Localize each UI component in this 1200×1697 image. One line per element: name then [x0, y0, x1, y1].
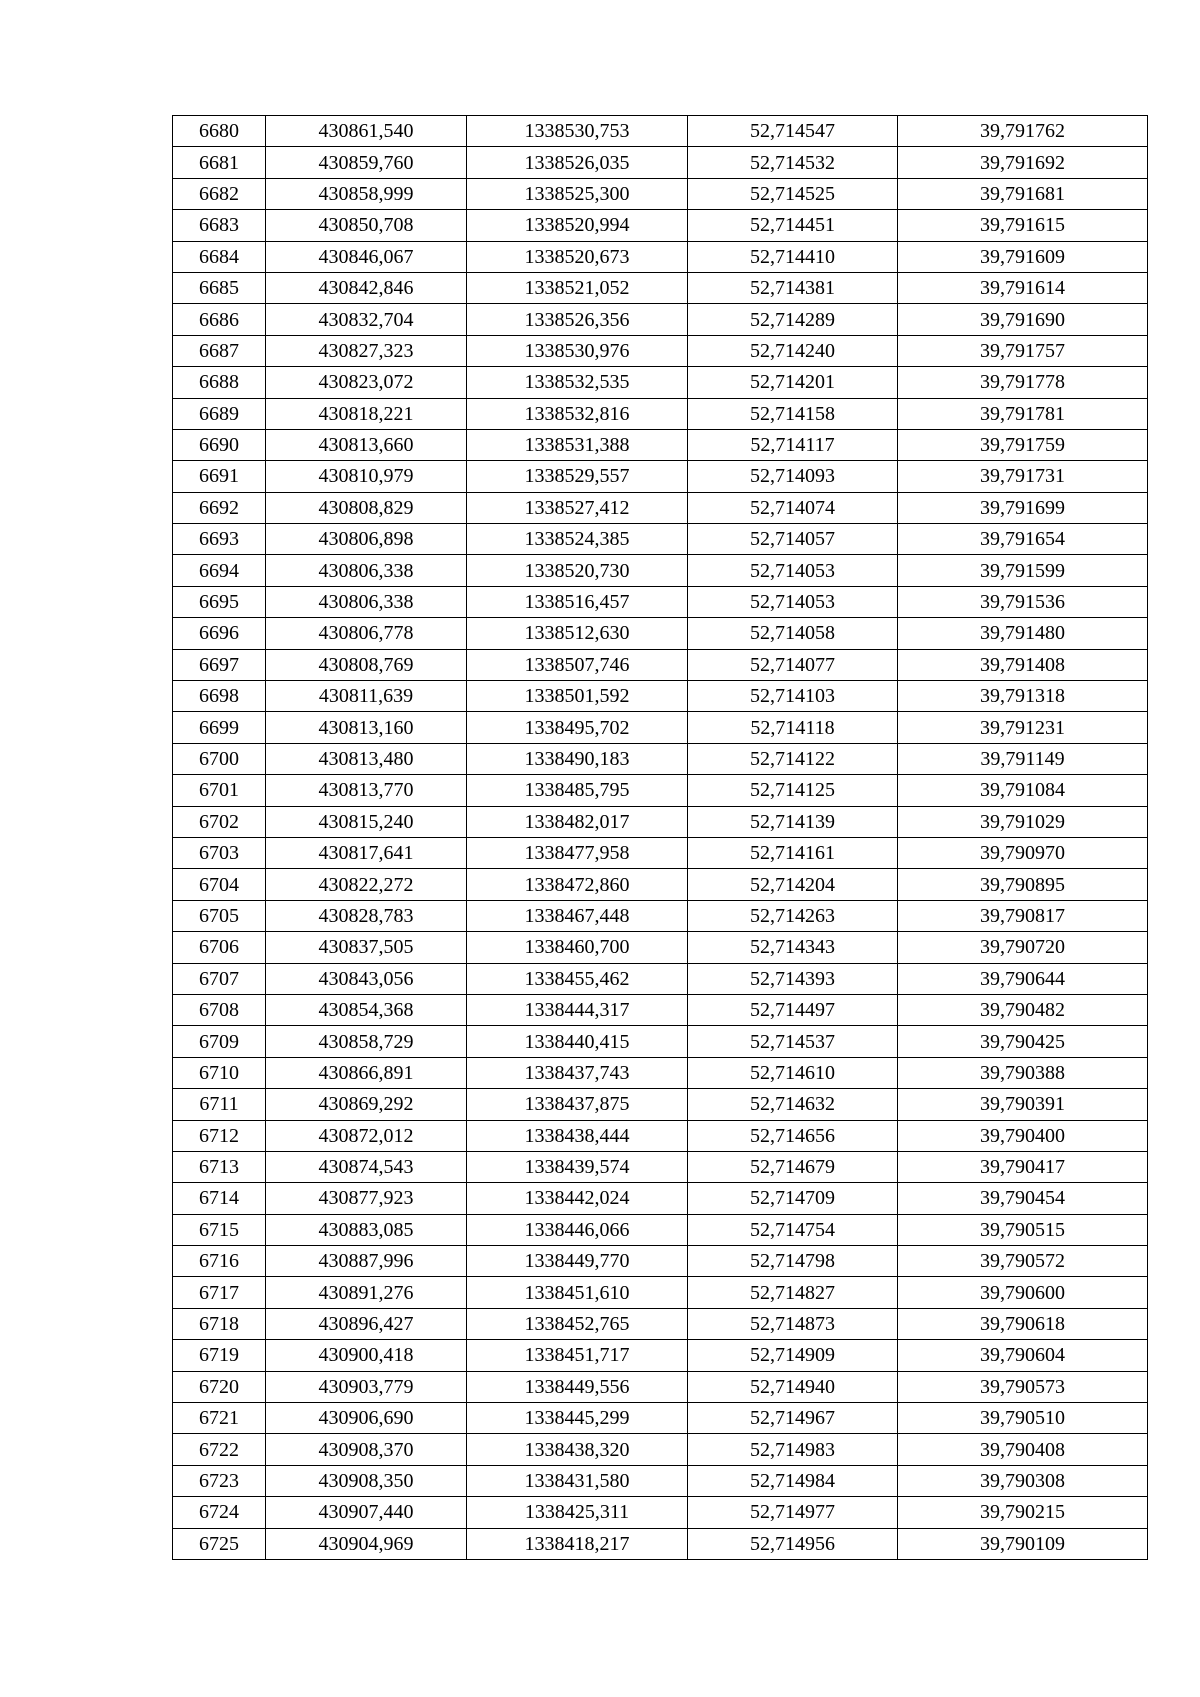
- point-number-cell: 6695: [173, 586, 266, 617]
- point-number-cell: 6685: [173, 272, 266, 303]
- y-coordinate-cell: 1338418,217: [467, 1528, 688, 1559]
- latitude-cell: 52,714122: [688, 743, 898, 774]
- latitude-cell: 52,714798: [688, 1246, 898, 1277]
- y-coordinate-cell: 1338526,035: [467, 147, 688, 178]
- latitude-cell: 52,714873: [688, 1308, 898, 1339]
- table-row: [173, 1403, 1148, 1434]
- y-coordinate-cell: 1338520,730: [467, 555, 688, 586]
- table-row: [173, 900, 1148, 931]
- longitude-cell: 39,791318: [898, 681, 1148, 712]
- x-coordinate-cell: 430874,543: [266, 1151, 467, 1182]
- table-row: [173, 147, 1148, 178]
- latitude-cell: 52,714537: [688, 1026, 898, 1057]
- table-row: [173, 429, 1148, 460]
- x-coordinate-cell: 430846,067: [266, 241, 467, 272]
- x-coordinate-cell: 430850,708: [266, 210, 467, 241]
- point-number-cell: 6681: [173, 147, 266, 178]
- longitude-cell: 39,790572: [898, 1246, 1148, 1277]
- longitude-cell: 39,790400: [898, 1120, 1148, 1151]
- longitude-cell: 39,791757: [898, 335, 1148, 366]
- latitude-cell: 52,714074: [688, 492, 898, 523]
- longitude-cell: 39,790970: [898, 837, 1148, 868]
- point-number-cell: 6724: [173, 1497, 266, 1528]
- x-coordinate-cell: 430810,979: [266, 461, 467, 492]
- table-row: [173, 994, 1148, 1025]
- y-coordinate-cell: 1338525,300: [467, 178, 688, 209]
- point-number-cell: 6706: [173, 932, 266, 963]
- x-coordinate-cell: 430806,898: [266, 524, 467, 555]
- y-coordinate-cell: 1338449,770: [467, 1246, 688, 1277]
- longitude-cell: 39,791029: [898, 806, 1148, 837]
- longitude-cell: 39,791536: [898, 586, 1148, 617]
- y-coordinate-cell: 1338477,958: [467, 837, 688, 868]
- y-coordinate-cell: 1338439,574: [467, 1151, 688, 1182]
- table-row: [173, 1371, 1148, 1402]
- latitude-cell: 52,714956: [688, 1528, 898, 1559]
- y-coordinate-cell: 1338520,994: [467, 210, 688, 241]
- latitude-cell: 52,714343: [688, 932, 898, 963]
- latitude-cell: 52,714158: [688, 398, 898, 429]
- longitude-cell: 39,791408: [898, 649, 1148, 680]
- longitude-cell: 39,791759: [898, 429, 1148, 460]
- x-coordinate-cell: 430823,072: [266, 367, 467, 398]
- x-coordinate-cell: 430815,240: [266, 806, 467, 837]
- y-coordinate-cell: 1338452,765: [467, 1308, 688, 1339]
- y-coordinate-cell: 1338425,311: [467, 1497, 688, 1528]
- table-row: [173, 1089, 1148, 1120]
- table-row: [173, 335, 1148, 366]
- table-row: [173, 869, 1148, 900]
- table-row: [173, 367, 1148, 398]
- y-coordinate-cell: 1338444,317: [467, 994, 688, 1025]
- x-coordinate-cell: 430828,783: [266, 900, 467, 931]
- table-row: [173, 743, 1148, 774]
- latitude-cell: 52,714967: [688, 1403, 898, 1434]
- point-number-cell: 6713: [173, 1151, 266, 1182]
- longitude-cell: 39,790109: [898, 1528, 1148, 1559]
- longitude-cell: 39,790895: [898, 869, 1148, 900]
- longitude-cell: 39,791231: [898, 712, 1148, 743]
- y-coordinate-cell: 1338485,795: [467, 775, 688, 806]
- x-coordinate-cell: 430806,338: [266, 586, 467, 617]
- y-coordinate-cell: 1338455,462: [467, 963, 688, 994]
- table-row: [173, 116, 1148, 147]
- y-coordinate-cell: 1338520,673: [467, 241, 688, 272]
- point-number-cell: 6718: [173, 1308, 266, 1339]
- x-coordinate-cell: 430866,891: [266, 1057, 467, 1088]
- longitude-cell: 39,791654: [898, 524, 1148, 555]
- latitude-cell: 52,714240: [688, 335, 898, 366]
- x-coordinate-cell: 430900,418: [266, 1340, 467, 1371]
- point-number-cell: 6704: [173, 869, 266, 900]
- table-row: [173, 775, 1148, 806]
- table-row: [173, 1497, 1148, 1528]
- latitude-cell: 52,714204: [688, 869, 898, 900]
- point-number-cell: 6705: [173, 900, 266, 931]
- point-number-cell: 6697: [173, 649, 266, 680]
- point-number-cell: 6703: [173, 837, 266, 868]
- table-row: [173, 555, 1148, 586]
- y-coordinate-cell: 1338451,717: [467, 1340, 688, 1371]
- point-number-cell: 6711: [173, 1089, 266, 1120]
- point-number-cell: 6720: [173, 1371, 266, 1402]
- longitude-cell: 39,790391: [898, 1089, 1148, 1120]
- latitude-cell: 52,714984: [688, 1465, 898, 1496]
- y-coordinate-cell: 1338532,816: [467, 398, 688, 429]
- table-row: [173, 1246, 1148, 1277]
- latitude-cell: 52,714754: [688, 1214, 898, 1245]
- point-number-cell: 6716: [173, 1246, 266, 1277]
- table-row: [173, 492, 1148, 523]
- x-coordinate-cell: 430806,338: [266, 555, 467, 586]
- table-row: [173, 1214, 1148, 1245]
- table-row: [173, 649, 1148, 680]
- point-number-cell: 6696: [173, 618, 266, 649]
- point-number-cell: 6691: [173, 461, 266, 492]
- latitude-cell: 52,714381: [688, 272, 898, 303]
- table-row: [173, 963, 1148, 994]
- longitude-cell: 39,790510: [898, 1403, 1148, 1434]
- x-coordinate-cell: 430887,996: [266, 1246, 467, 1277]
- x-coordinate-cell: 430903,779: [266, 1371, 467, 1402]
- longitude-cell: 39,790482: [898, 994, 1148, 1025]
- table-row: [173, 241, 1148, 272]
- point-number-cell: 6688: [173, 367, 266, 398]
- x-coordinate-cell: 430891,276: [266, 1277, 467, 1308]
- x-coordinate-cell: 430827,323: [266, 335, 467, 366]
- latitude-cell: 52,714117: [688, 429, 898, 460]
- x-coordinate-cell: 430842,846: [266, 272, 467, 303]
- latitude-cell: 52,714057: [688, 524, 898, 555]
- x-coordinate-cell: 430832,704: [266, 304, 467, 335]
- table-row: [173, 1340, 1148, 1371]
- y-coordinate-cell: 1338531,388: [467, 429, 688, 460]
- x-coordinate-cell: 430813,480: [266, 743, 467, 774]
- point-number-cell: 6719: [173, 1340, 266, 1371]
- longitude-cell: 39,790573: [898, 1371, 1148, 1402]
- latitude-cell: 52,714053: [688, 586, 898, 617]
- longitude-cell: 39,791599: [898, 555, 1148, 586]
- point-number-cell: 6686: [173, 304, 266, 335]
- point-number-cell: 6725: [173, 1528, 266, 1559]
- table-row: [173, 524, 1148, 555]
- y-coordinate-cell: 1338530,976: [467, 335, 688, 366]
- longitude-cell: 39,790408: [898, 1434, 1148, 1465]
- latitude-cell: 52,714497: [688, 994, 898, 1025]
- point-number-cell: 6712: [173, 1120, 266, 1151]
- latitude-cell: 52,714125: [688, 775, 898, 806]
- y-coordinate-cell: 1338437,875: [467, 1089, 688, 1120]
- latitude-cell: 52,714610: [688, 1057, 898, 1088]
- latitude-cell: 52,714977: [688, 1497, 898, 1528]
- coordinates-table: [172, 115, 1148, 1560]
- longitude-cell: 39,791781: [898, 398, 1148, 429]
- coordinates-table-body: [173, 116, 1148, 1560]
- point-number-cell: 6714: [173, 1183, 266, 1214]
- y-coordinate-cell: 1338451,610: [467, 1277, 688, 1308]
- latitude-cell: 52,714632: [688, 1089, 898, 1120]
- longitude-cell: 39,791480: [898, 618, 1148, 649]
- point-number-cell: 6700: [173, 743, 266, 774]
- table-row: [173, 178, 1148, 209]
- point-number-cell: 6710: [173, 1057, 266, 1088]
- y-coordinate-cell: 1338526,356: [467, 304, 688, 335]
- latitude-cell: 52,714410: [688, 241, 898, 272]
- x-coordinate-cell: 430908,370: [266, 1434, 467, 1465]
- longitude-cell: 39,790515: [898, 1214, 1148, 1245]
- point-number-cell: 6709: [173, 1026, 266, 1057]
- point-number-cell: 6717: [173, 1277, 266, 1308]
- point-number-cell: 6680: [173, 116, 266, 147]
- x-coordinate-cell: 430883,085: [266, 1214, 467, 1245]
- table-row: [173, 932, 1148, 963]
- x-coordinate-cell: 430811,639: [266, 681, 467, 712]
- latitude-cell: 52,714679: [688, 1151, 898, 1182]
- latitude-cell: 52,714983: [688, 1434, 898, 1465]
- longitude-cell: 39,791609: [898, 241, 1148, 272]
- table-row: [173, 1308, 1148, 1339]
- point-number-cell: 6721: [173, 1403, 266, 1434]
- y-coordinate-cell: 1338527,412: [467, 492, 688, 523]
- latitude-cell: 52,714451: [688, 210, 898, 241]
- longitude-cell: 39,791699: [898, 492, 1148, 523]
- longitude-cell: 39,790817: [898, 900, 1148, 931]
- x-coordinate-cell: 430818,221: [266, 398, 467, 429]
- latitude-cell: 52,714289: [688, 304, 898, 335]
- longitude-cell: 39,790720: [898, 932, 1148, 963]
- table-row: [173, 1528, 1148, 1559]
- point-number-cell: 6693: [173, 524, 266, 555]
- y-coordinate-cell: 1338438,320: [467, 1434, 688, 1465]
- table-row: [173, 1434, 1148, 1465]
- table-row: [173, 304, 1148, 335]
- y-coordinate-cell: 1338467,448: [467, 900, 688, 931]
- point-number-cell: 6702: [173, 806, 266, 837]
- longitude-cell: 39,791762: [898, 116, 1148, 147]
- longitude-cell: 39,790600: [898, 1277, 1148, 1308]
- point-number-cell: 6692: [173, 492, 266, 523]
- latitude-cell: 52,714827: [688, 1277, 898, 1308]
- x-coordinate-cell: 430806,778: [266, 618, 467, 649]
- longitude-cell: 39,791731: [898, 461, 1148, 492]
- longitude-cell: 39,790425: [898, 1026, 1148, 1057]
- x-coordinate-cell: 430869,292: [266, 1089, 467, 1120]
- y-coordinate-cell: 1338460,700: [467, 932, 688, 963]
- longitude-cell: 39,790308: [898, 1465, 1148, 1496]
- table-row: [173, 618, 1148, 649]
- y-coordinate-cell: 1338524,385: [467, 524, 688, 555]
- x-coordinate-cell: 430813,770: [266, 775, 467, 806]
- latitude-cell: 52,714656: [688, 1120, 898, 1151]
- longitude-cell: 39,791084: [898, 775, 1148, 806]
- y-coordinate-cell: 1338437,743: [467, 1057, 688, 1088]
- y-coordinate-cell: 1338440,415: [467, 1026, 688, 1057]
- longitude-cell: 39,791778: [898, 367, 1148, 398]
- y-coordinate-cell: 1338516,457: [467, 586, 688, 617]
- y-coordinate-cell: 1338431,580: [467, 1465, 688, 1496]
- y-coordinate-cell: 1338532,535: [467, 367, 688, 398]
- table-row: [173, 461, 1148, 492]
- point-number-cell: 6687: [173, 335, 266, 366]
- longitude-cell: 39,791690: [898, 304, 1148, 335]
- point-number-cell: 6684: [173, 241, 266, 272]
- longitude-cell: 39,791681: [898, 178, 1148, 209]
- x-coordinate-cell: 430907,440: [266, 1497, 467, 1528]
- table-row: [173, 210, 1148, 241]
- point-number-cell: 6683: [173, 210, 266, 241]
- longitude-cell: 39,790454: [898, 1183, 1148, 1214]
- table-row: [173, 1183, 1148, 1214]
- longitude-cell: 39,790388: [898, 1057, 1148, 1088]
- x-coordinate-cell: 430861,540: [266, 116, 467, 147]
- x-coordinate-cell: 430896,427: [266, 1308, 467, 1339]
- latitude-cell: 52,714909: [688, 1340, 898, 1371]
- y-coordinate-cell: 1338501,592: [467, 681, 688, 712]
- x-coordinate-cell: 430817,641: [266, 837, 467, 868]
- point-number-cell: 6698: [173, 681, 266, 712]
- table-row: [173, 586, 1148, 617]
- latitude-cell: 52,714709: [688, 1183, 898, 1214]
- longitude-cell: 39,791614: [898, 272, 1148, 303]
- table-row: [173, 806, 1148, 837]
- x-coordinate-cell: 430877,923: [266, 1183, 467, 1214]
- longitude-cell: 39,790215: [898, 1497, 1148, 1528]
- latitude-cell: 52,714118: [688, 712, 898, 743]
- latitude-cell: 52,714525: [688, 178, 898, 209]
- longitude-cell: 39,790644: [898, 963, 1148, 994]
- x-coordinate-cell: 430872,012: [266, 1120, 467, 1151]
- longitude-cell: 39,790618: [898, 1308, 1148, 1339]
- table-row: [173, 1151, 1148, 1182]
- table-row: [173, 712, 1148, 743]
- table-row: [173, 681, 1148, 712]
- latitude-cell: 52,714077: [688, 649, 898, 680]
- table-row: [173, 1277, 1148, 1308]
- point-number-cell: 6682: [173, 178, 266, 209]
- y-coordinate-cell: 1338495,702: [467, 712, 688, 743]
- y-coordinate-cell: 1338521,052: [467, 272, 688, 303]
- y-coordinate-cell: 1338449,556: [467, 1371, 688, 1402]
- x-coordinate-cell: 430854,368: [266, 994, 467, 1025]
- y-coordinate-cell: 1338438,444: [467, 1120, 688, 1151]
- table-row: [173, 1465, 1148, 1496]
- x-coordinate-cell: 430904,969: [266, 1528, 467, 1559]
- y-coordinate-cell: 1338512,630: [467, 618, 688, 649]
- latitude-cell: 52,714532: [688, 147, 898, 178]
- longitude-cell: 39,790604: [898, 1340, 1148, 1371]
- x-coordinate-cell: 430808,829: [266, 492, 467, 523]
- point-number-cell: 6689: [173, 398, 266, 429]
- longitude-cell: 39,790417: [898, 1151, 1148, 1182]
- y-coordinate-cell: 1338529,557: [467, 461, 688, 492]
- table-row: [173, 1057, 1148, 1088]
- latitude-cell: 52,714053: [688, 555, 898, 586]
- x-coordinate-cell: 430843,056: [266, 963, 467, 994]
- latitude-cell: 52,714201: [688, 367, 898, 398]
- point-number-cell: 6699: [173, 712, 266, 743]
- point-number-cell: 6707: [173, 963, 266, 994]
- table-row: [173, 837, 1148, 868]
- point-number-cell: 6701: [173, 775, 266, 806]
- y-coordinate-cell: 1338472,860: [467, 869, 688, 900]
- point-number-cell: 6715: [173, 1214, 266, 1245]
- longitude-cell: 39,791692: [898, 147, 1148, 178]
- x-coordinate-cell: 430808,769: [266, 649, 467, 680]
- table-row: [173, 272, 1148, 303]
- latitude-cell: 52,714139: [688, 806, 898, 837]
- x-coordinate-cell: 430858,729: [266, 1026, 467, 1057]
- latitude-cell: 52,714058: [688, 618, 898, 649]
- y-coordinate-cell: 1338445,299: [467, 1403, 688, 1434]
- x-coordinate-cell: 430837,505: [266, 932, 467, 963]
- x-coordinate-cell: 430908,350: [266, 1465, 467, 1496]
- x-coordinate-cell: 430906,690: [266, 1403, 467, 1434]
- y-coordinate-cell: 1338530,753: [467, 116, 688, 147]
- y-coordinate-cell: 1338482,017: [467, 806, 688, 837]
- x-coordinate-cell: 430822,272: [266, 869, 467, 900]
- latitude-cell: 52,714940: [688, 1371, 898, 1402]
- latitude-cell: 52,714161: [688, 837, 898, 868]
- longitude-cell: 39,791149: [898, 743, 1148, 774]
- y-coordinate-cell: 1338490,183: [467, 743, 688, 774]
- x-coordinate-cell: 430858,999: [266, 178, 467, 209]
- latitude-cell: 52,714093: [688, 461, 898, 492]
- latitude-cell: 52,714103: [688, 681, 898, 712]
- point-number-cell: 6723: [173, 1465, 266, 1496]
- latitude-cell: 52,714393: [688, 963, 898, 994]
- latitude-cell: 52,714547: [688, 116, 898, 147]
- table-row: [173, 1026, 1148, 1057]
- table-row: [173, 398, 1148, 429]
- point-number-cell: 6690: [173, 429, 266, 460]
- y-coordinate-cell: 1338446,066: [467, 1214, 688, 1245]
- table-row: [173, 1120, 1148, 1151]
- point-number-cell: 6722: [173, 1434, 266, 1465]
- x-coordinate-cell: 430813,660: [266, 429, 467, 460]
- y-coordinate-cell: 1338507,746: [467, 649, 688, 680]
- longitude-cell: 39,791615: [898, 210, 1148, 241]
- x-coordinate-cell: 430859,760: [266, 147, 467, 178]
- point-number-cell: 6708: [173, 994, 266, 1025]
- y-coordinate-cell: 1338442,024: [467, 1183, 688, 1214]
- x-coordinate-cell: 430813,160: [266, 712, 467, 743]
- latitude-cell: 52,714263: [688, 900, 898, 931]
- point-number-cell: 6694: [173, 555, 266, 586]
